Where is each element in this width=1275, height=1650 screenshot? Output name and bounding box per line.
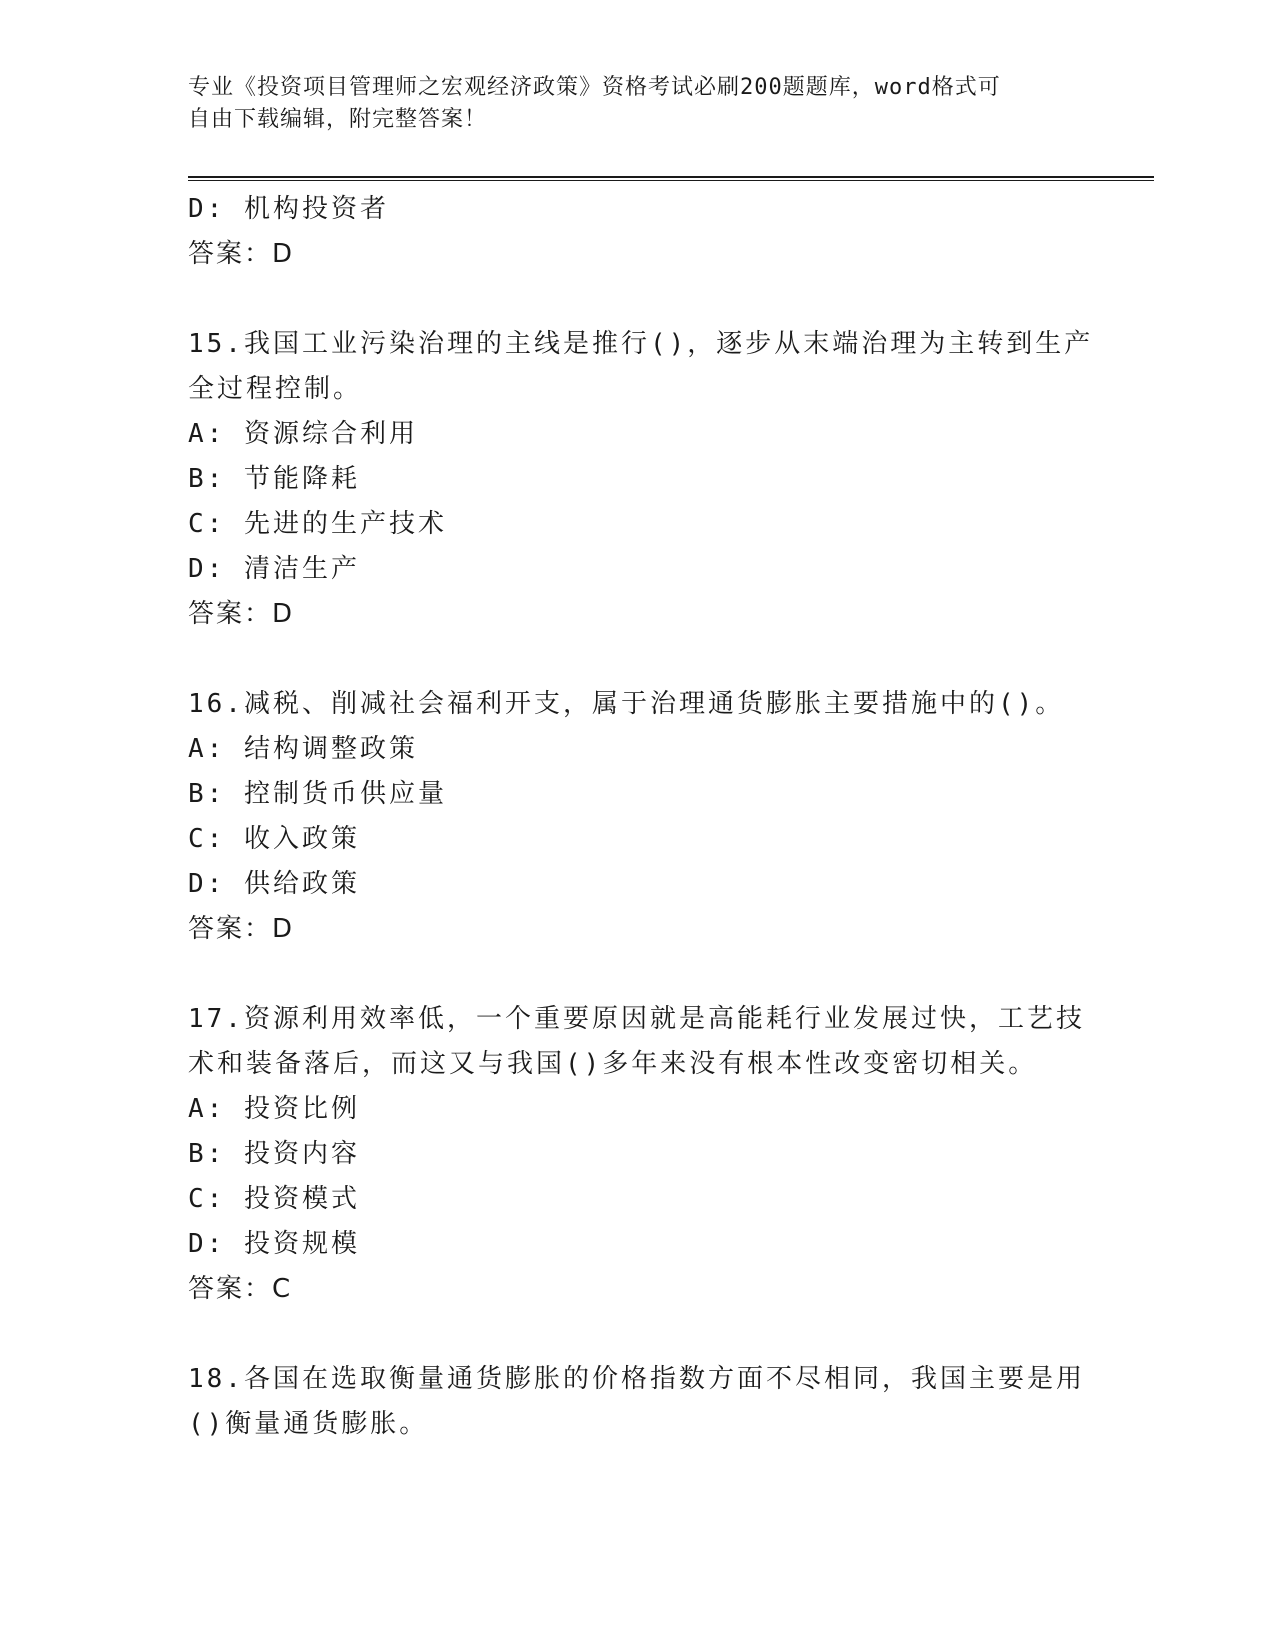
header-divider: [188, 176, 1154, 181]
spacer: [188, 637, 1078, 682]
answer-line: 答案：C: [188, 1274, 293, 1304]
option-c: C: 投资模式: [188, 1184, 360, 1214]
question-16: [188, 682, 1078, 952]
spacer: [188, 277, 1078, 322]
question-stem-cont: 全过程控制。: [188, 374, 363, 404]
option-d: D: 供给政策: [188, 869, 360, 899]
option-b: B: 控制货币供应量: [188, 779, 447, 809]
spacer: [188, 952, 1078, 997]
option-a: A: 投资比例: [188, 1094, 360, 1124]
question-15: [188, 322, 1094, 637]
option-a: A: 资源综合利用: [188, 419, 418, 449]
question-list: [188, 187, 1094, 1447]
question-stem-cont: ()衡量通货膨胀。: [188, 1409, 429, 1439]
option-b: B: 节能降耗: [188, 464, 360, 494]
document-header: [188, 72, 1068, 136]
option-c: C: 收入政策: [188, 824, 360, 854]
question-stem: 16.减税、削减社会福利开支，属于治理通货膨胀主要措施中的()。: [188, 689, 1065, 719]
header-line-2: 自由下载编辑，附完整答案！: [188, 107, 488, 132]
question-stem-cont: 术和装备落后，而这又与我国()多年来没有根本性改变密切相关。: [188, 1049, 1038, 1079]
option-d: D: 投资规模: [188, 1229, 360, 1259]
question-stem: 18.各国在选取衡量通货膨胀的价格指数方面不尽相同，我国主要是用: [188, 1364, 1085, 1394]
option-d: D: 清洁生产: [188, 554, 360, 584]
question-17: [188, 997, 1085, 1312]
option-a: A: 结构调整政策: [188, 734, 418, 764]
answer-line: 答案：D: [188, 239, 295, 269]
answer-line: 答案：D: [188, 914, 295, 944]
spacer: [188, 1312, 1078, 1357]
answer-line: 答案：D: [188, 599, 295, 629]
option-c: C: 先进的生产技术: [188, 509, 447, 539]
question-stem: 15.我国工业污染治理的主线是推行()，逐步从末端治理为主转到生产: [188, 329, 1094, 359]
header-line-1: 专业《投资项目管理师之宏观经济政策》资格考试必刷200题题库，word格式可: [188, 75, 1001, 100]
option-d: D: 机构投资者: [188, 194, 389, 224]
question-stem: 17.资源利用效率低，一个重要原因就是高能耗行业发展过快，工艺技: [188, 1004, 1085, 1034]
option-b: B: 投资内容: [188, 1139, 360, 1169]
question-18: [188, 1357, 1085, 1447]
